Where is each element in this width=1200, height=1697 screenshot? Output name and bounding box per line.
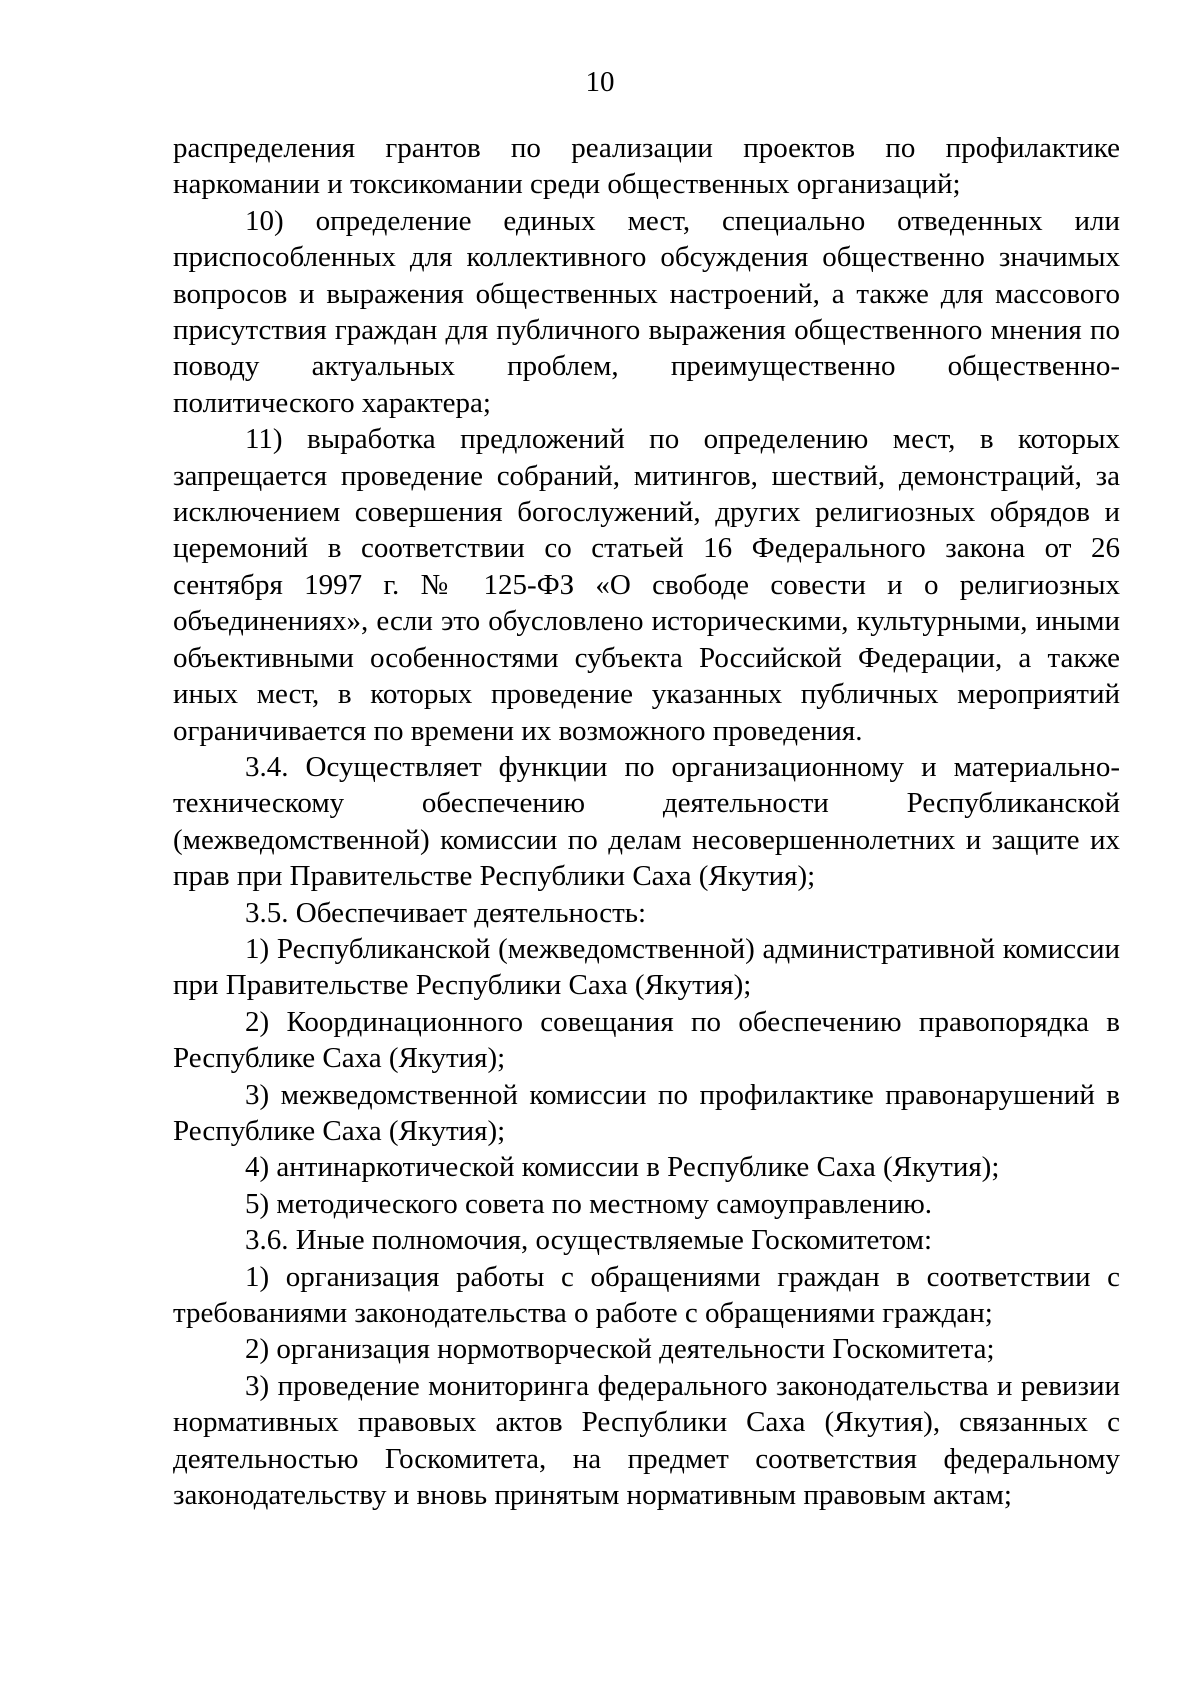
page-number: 10	[585, 66, 615, 98]
paragraph: 10) определение единых мест, специально отведенных или приспособленных для коллективного обсуждения общественно значимых вопросов и выражения общественных настроений, а также для массового присутствия граждан для публичного выражения общественного мнения по поводу актуальных проблем, преимущественно общественно-политического характера;	[173, 204, 1120, 419]
paragraph: распределения грантов по реализации проектов по профилактике наркомании и токсикомании среди общественных организаций;	[173, 132, 1120, 201]
paragraph: 3.6. Иные полномочия, осуществляемые Госкомитетом:	[245, 1224, 933, 1257]
paragraph: 3) проведение мониторинга федерального законодательства и ревизии нормативных правовых актов Республики Саха (Якутия), связанных с деятельностью Госкомитета, на предмет соответствия федеральному законодательству и вновь принятым нормативным правовым актам;	[173, 1369, 1120, 1512]
paragraph: 3) межведомственной комиссии по профилактике правонарушений в Республике Саха (Якутия);	[173, 1078, 1120, 1147]
paragraph: 1) Республиканской (межведомственной) административной комиссии при Правительстве Республики Саха (Якутия);	[173, 932, 1120, 1002]
paragraph: 1) организация работы с обращениями граждан в соответствии с требованиями законодательства о работе с обращениями граждан;	[173, 1260, 1120, 1329]
paragraph: 3.5. Обеспечивает деятельность:	[245, 896, 647, 929]
paragraph: 5) методического совета по местному самоуправлению.	[245, 1187, 933, 1220]
paragraph: 4) антинаркотической комиссии в Республике Саха (Якутия);	[245, 1151, 1000, 1184]
paragraph: 3.4. Осуществляет функции по организационному и материально-техническому обеспечению деятельности Республиканской (межведомственной) комиссии по делам несовершеннолетних и защите их прав при Правительстве Республики Саха (Якутия);	[173, 750, 1120, 893]
document-body	[173, 130, 1120, 1513]
paragraph: 2) Координационного совещания по обеспечению правопорядка в Республике Саха (Якутия);	[173, 1005, 1120, 1075]
paragraph: 2) организация нормотворческой деятельности Госкомитета;	[245, 1333, 995, 1366]
paragraph: 11) выработка предложений по определению мест, в которых запрещается проведение собраний, митингов, шествий, демонстраций, за исключением совершения богослужений, других религиозных обрядов и церемоний в соответствии со статьей 16 Федерального закона от 26 сентября 1997 г. № 125-ФЗ «О свободе совести и о религиозных объединениях», если это обусловлено историческими, культурными, иными объективными особенностями субъекта Российской Федерации, а также иных мест, в которых проведение указанных публичных мероприятий ограничивается по времени их возможного проведения.	[173, 423, 1120, 747]
